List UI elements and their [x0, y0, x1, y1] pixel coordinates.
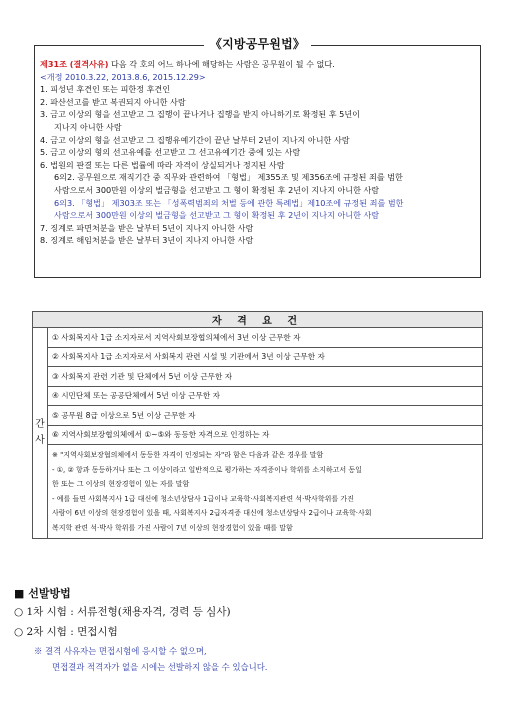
category-label-char: 사 [35, 435, 45, 446]
category-label [33, 328, 48, 539]
requirement-row [33, 386, 483, 406]
requirement-item: ④ 시민단체 또는 공공단체에서 5년 이상 근무한 자 [48, 386, 483, 406]
requirements-header-row [33, 312, 483, 328]
law-body [40, 58, 478, 247]
note-line: 사람이 6년 이상의 현장경험이 있을 때, 사회복지사 2급자격증 대신에 청소년상담사 2급이나 교육학·사회 [52, 509, 372, 517]
law-title-area [34, 33, 481, 53]
note-line: - 예를 들면 사회복지사 1급 대신에 청소년상담사 1급이나 교육학·사회복지관련 석·박사학위를 가진 [52, 494, 354, 503]
note-line: ※ "지역사회보장협의체에서 동등한 자격이 인정되는 자"라 함은 다음과 같은 경우를 말함 [52, 451, 324, 459]
law-item: 6의2. 공무원으로 재직기간 중 직무와 관련하여 「형법」 제355조 및 제356조에 규정된 죄를 범한 [54, 172, 403, 183]
law-item: 1. 피성년 후견인 또는 피한정 후견인 [40, 84, 171, 95]
law-item: 3. 금고 이상의 형을 선고받고 그 집행이 끝나거나 집행을 받지 아니하기로 확정된 후 5년이 [40, 109, 360, 120]
law-item: 6. 법원의 판결 또는 다른 법률에 따라 자격이 상실되거나 정지된 사람 [40, 159, 285, 170]
requirement-notes-row [33, 445, 483, 539]
note-line: 복지학 관련 석·박사 학위를 가진 사람이 7년 이상의 현장경험이 있을 때를 말함 [52, 523, 293, 532]
law-item: 8. 징계로 해임처분을 받은 날부터 3년이 지나지 아니한 사람 [40, 235, 254, 246]
selection-note: 면접결과 적격자가 없을 시에는 선발하지 않을 수 있습니다. [52, 662, 268, 672]
law-item: 7. 징계로 파면처분을 받은 날부터 5년이 지나지 아니한 사람 [40, 222, 254, 233]
note-line: 한 또는 그 이상의 현장경험이 있는 자를 말함 [52, 480, 190, 488]
requirement-item: ② 사회복지사 1급 소지자로서 사회복지 관련 시설 및 기관에서 3년 이상 근무한 자 [48, 347, 483, 367]
law-item-amended: 사람으로서 300만원 이상의 벌금형을 선고받고 그 형이 확정된 후 2년이 지나지 아니한 사람 [54, 210, 380, 221]
category-label-char: 간 [35, 419, 45, 430]
requirements-header: 자 격 요 건 [33, 312, 483, 328]
requirement-notes [48, 445, 483, 539]
article-head: 제31조 (결격사유) [40, 59, 109, 69]
requirement-row [33, 367, 483, 387]
law-item-amended: 6의3. 「형법」 제303조 또는 「성폭력범죄의 처벌 등에 관한 특례법」제10조에 규정된 죄를 범한 [54, 197, 404, 208]
requirements-table [32, 311, 483, 539]
law-item: 사람으로서 300만원 이상의 벌금형을 선고받고 그 형이 확정된 후 2년이 지나지 아니한 사람 [54, 184, 380, 195]
selection-step-2: ○ 2차 시험 : 면접시험 [14, 626, 118, 638]
law-item: 5. 금고 이상의 형의 선고유예를 선고받고 그 선고유예기간 중에 있는 사람 [40, 147, 301, 158]
requirement-row [33, 425, 483, 445]
requirement-item: ⑤ 공무원 8급 이상으로 5년 이상 근무한 자 [48, 406, 483, 426]
requirement-item: ① 사회복지사 1급 소지자로서 지역사회보장협의체에서 3년 이상 근무한 자 [48, 328, 483, 348]
requirement-row [33, 406, 483, 426]
law-item: 4. 금고 이상의 형을 선고받고 그 집행유예기간이 끝난 날부터 2년이 지나지 아니한 사람 [40, 134, 350, 145]
law-item: 2. 파산선고를 받고 복권되지 아니한 사람 [40, 96, 186, 107]
law-item: 지나지 아니한 사람 [54, 121, 122, 132]
selection-title: ■ 선발방법 [14, 587, 71, 600]
requirement-row [33, 328, 483, 348]
selection-note: ※ 결격 사유자는 면접시험에 응시할 수 없으며, [34, 646, 207, 656]
revision-dates: <개정 2010.3.22, 2013.8.6, 2015.12.29> [40, 71, 206, 82]
article-text: 다음 각 호의 어느 하나에 해당하는 사람은 공무원이 될 수 없다. [108, 59, 335, 69]
law-title: 《지방공무원법》 [204, 35, 311, 52]
requirement-item: ⑥ 지역사회보장협의체에서 ①~⑤와 동등한 자격으로 인정하는 자 [48, 425, 483, 445]
note-line: - ①, ② 항과 동등하거나 또는 그 이상이라고 일반적으로 평가하는 자격증이나 학위를 소지하고서 동일 [52, 465, 362, 474]
selection-step-1: ○ 1차 시험 : 서류전형(채용자격, 경력 등 심사) [14, 606, 231, 618]
article-heading-line [40, 58, 478, 71]
requirement-item: ③ 사회복지 관련 기관 및 단체에서 5년 이상 근무한 자 [48, 367, 483, 387]
requirement-row [33, 347, 483, 367]
title-rule-right [350, 45, 430, 46]
